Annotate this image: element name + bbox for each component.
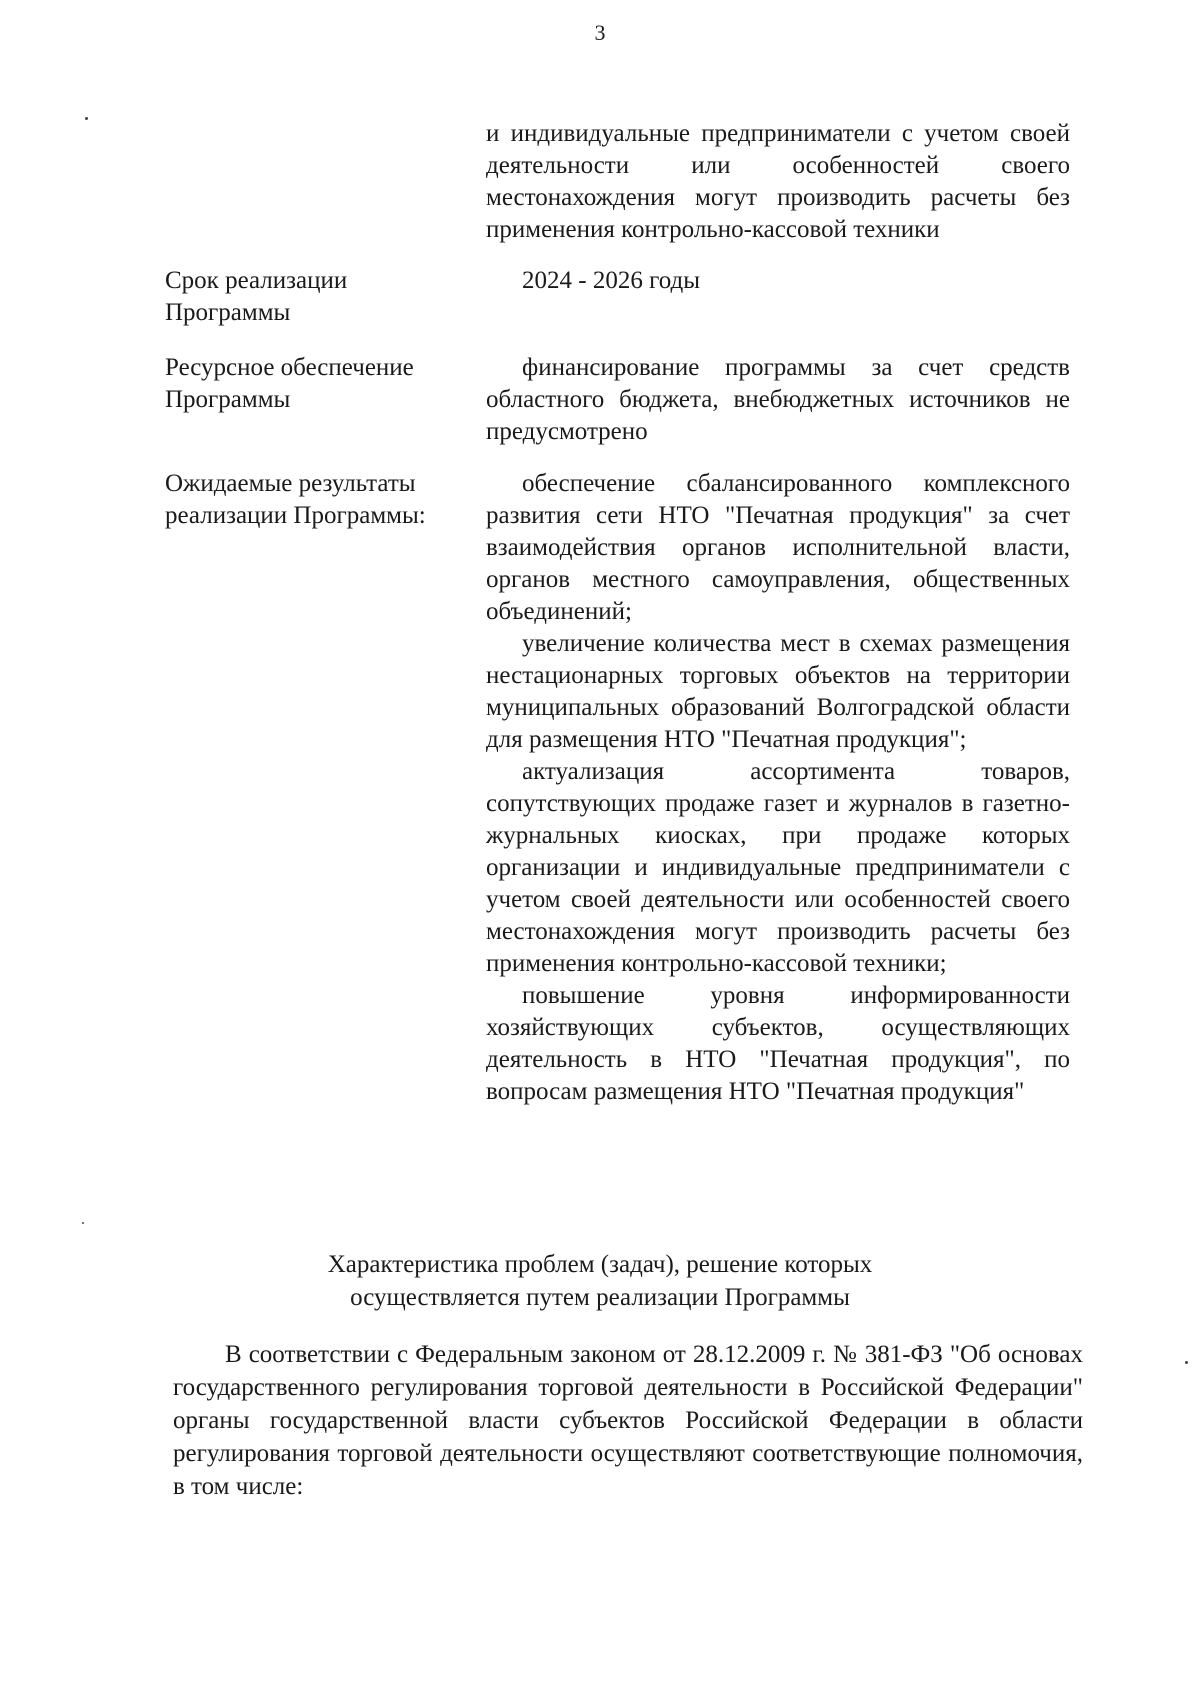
- passport-label-term: Срок реализации Программы: [165, 267, 348, 326]
- section-heading: [0, 1248, 1200, 1314]
- result-item: повышение уровня информированности хозяйствующих субъектов, осуществляющих деятельность в НТО "Печатная продукция", по вопросам размещения НТО "Печатная продукция": [486, 982, 1070, 1105]
- section-heading-line1: Характеристика проблем (задач), решение которых: [327, 1251, 873, 1278]
- result-item: обеспечение сбалансированного комплексного развития сети НТО "Печатная продукция" за счет взаимодействия органов исполнительной власти, органов местного самоуправления, общественных объединений;: [486, 470, 1070, 625]
- section-heading-line2: осуществляется путем реализации Программы: [350, 1284, 850, 1311]
- passport-label-results: Ожидаемые результаты реализации Программы:: [165, 470, 426, 529]
- result-item: актуализация ассортимента товаров, сопутствующих продаже газет и журналов в газетно-журнальных киосках, при продаже которых организации и индивидуальные предприниматели с учетом своей деятельности или особенностей своего местонахождения могут производить расчеты без применения контрольно-кассовой техники;: [486, 758, 1070, 977]
- passport-label-resources: Ресурсное обеспечение Программы: [165, 354, 414, 413]
- passport-value-results: [486, 468, 1070, 1108]
- result-item: увеличение количества мест в схемах размещения нестационарных торговых объектов на территории муниципальных образований Волгоградской области для размещения НТО "Печатная продукция";: [486, 630, 1070, 753]
- passport-value-resources: [486, 352, 1070, 448]
- scan-speck: [82, 1222, 84, 1224]
- passport-continued-cell: [486, 118, 1070, 246]
- term-text: 2024 - 2026 годы: [522, 267, 701, 294]
- continued-text: и индивидуальные предприниматели с учетом своей деятельности или особенностей своего местонахождения могут производить расчеты без применения контрольно-кассовой техники: [486, 120, 1070, 243]
- scan-speck: [1185, 1361, 1188, 1364]
- page-number: 3: [594, 20, 606, 45]
- scan-speck: [85, 117, 88, 120]
- body-paragraph: В соответствии с Федеральным законом от 28.12.2009 г. № 381-ФЗ "Об основах государственного регулирования торговой деятельности в Российской Федерации" органы государственной власти субъектов Российской Федерации в области регулирования торговой деятельности осуществляют соответствующие полномочия, в том числе:: [173, 1341, 1083, 1500]
- passport-value-term: [486, 265, 1070, 297]
- resources-text: финансирование программы за счет средств областного бюджета, внебюджетных источников не предусмотрено: [486, 354, 1070, 445]
